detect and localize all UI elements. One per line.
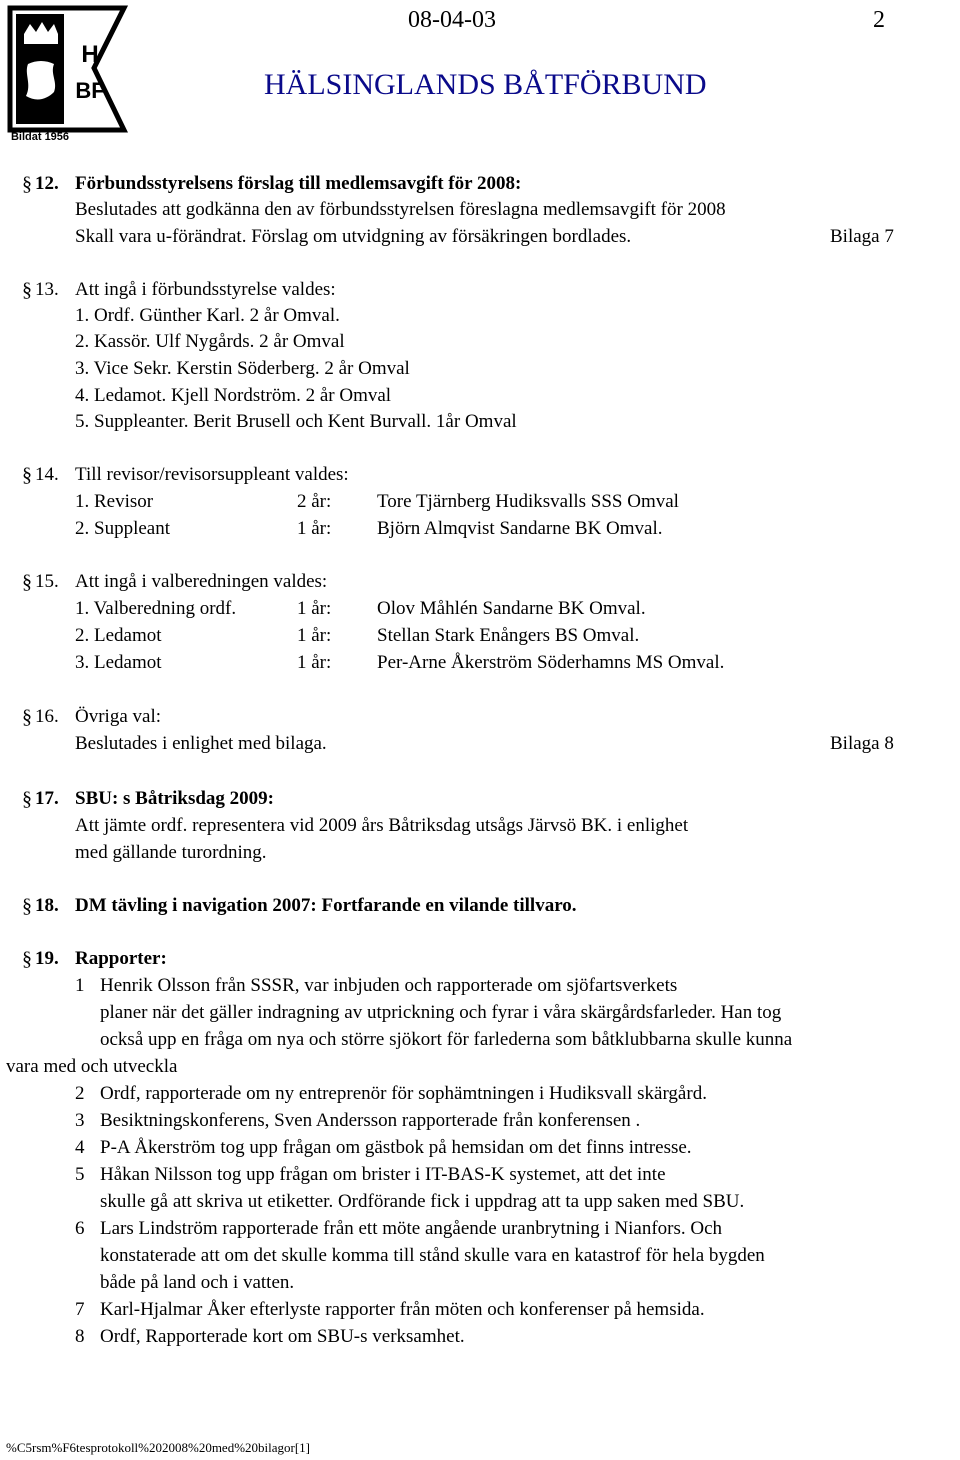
role: 1. Revisor [75, 491, 154, 512]
report-number: 5 [75, 1164, 85, 1185]
section-number: 14. [35, 464, 59, 485]
section-symbol: § [22, 895, 32, 917]
body-line: Beslutades i enlighet med bilaga. [75, 733, 327, 754]
report-line: Ordf, rapporterade om ny entreprenör för sophämtningen i Hudiksvall skärgård. [100, 1083, 707, 1104]
section-heading: SBU: s Båtriksdag 2009: [75, 788, 274, 809]
report-line: planer när det gäller indragning av utprickning och fyrar i våra skärgårdsfarleder. Han tog [100, 1002, 782, 1023]
svg-text:BF: BF [75, 78, 105, 103]
report-number: 1 [75, 975, 85, 996]
section-heading: Övriga val: [75, 706, 162, 727]
club-logo [6, 4, 130, 142]
term: 1 år: [297, 652, 332, 673]
organization-title: HÄLSINGLANDS BÅTFÖRBUND [264, 68, 707, 101]
section-symbol: § [22, 173, 32, 195]
role: 3. Ledamot [75, 652, 162, 673]
section-number: 12. [35, 173, 59, 194]
report-number: 4 [75, 1137, 85, 1158]
section-symbol: § [22, 279, 32, 301]
section-heading: Till revisor/revisorsuppleant valdes: [75, 464, 349, 485]
list-item: 2. Kassör. Ulf Nygårds. 2 år Omval [75, 331, 345, 352]
role: 2. Ledamot [75, 625, 162, 646]
report-line: konstaterade att om det skulle komma till stånd skulle vara en katastrof för hela bygden [100, 1245, 765, 1266]
section-number: 19. [35, 948, 59, 969]
person: Tore Tjärnberg Hudiksvalls SSS Omval [377, 491, 679, 512]
section-heading: Att ingå i valberedningen valdes: [75, 571, 328, 592]
body-line: Beslutades att godkänna den av förbundsstyrelsen föreslagna medlemsavgift för 2008 [75, 199, 726, 220]
report-number: 2 [75, 1083, 85, 1104]
document-date: 08-04-03 [408, 7, 496, 33]
list-item: 1. Ordf. Günther Karl. 2 år Omval. [75, 305, 340, 326]
section-symbol: § [22, 706, 32, 728]
section-heading: Att ingå i förbundsstyrelse valdes: [75, 279, 336, 300]
section-number: 18. [35, 895, 59, 916]
section-symbol: § [22, 464, 32, 486]
section-symbol: § [22, 571, 32, 593]
report-number: 7 [75, 1299, 85, 1320]
attachment-ref: Bilaga 8 [830, 733, 894, 754]
section-symbol: § [22, 948, 32, 970]
term: 1 år: [297, 518, 332, 539]
role: 1. Valberedning ordf. [75, 598, 237, 619]
attachment-ref: Bilaga 7 [830, 226, 894, 247]
role: 2. Suppleant [75, 518, 170, 539]
section-number: 17. [35, 788, 59, 809]
svg-text:H: H [81, 41, 99, 68]
person: Björn Almqvist Sandarne BK Omval. [377, 518, 663, 539]
report-number: 3 [75, 1110, 85, 1131]
report-line: Ordf, Rapporterade kort om SBU-s verksamhet. [100, 1326, 465, 1347]
section-number: 13. [35, 279, 59, 300]
section-symbol: § [22, 788, 32, 810]
report-line: både på land och i vatten. [100, 1272, 295, 1293]
report-line: Karl-Hjalmar Åker efterlyste rapporter från möten och konferenser på hemsida. [100, 1299, 705, 1320]
body-line: Skall vara u-förändrat. Förslag om utvidgning av försäkringen bordlades. [75, 226, 632, 247]
report-number: 8 [75, 1326, 85, 1347]
person: Stellan Stark Enångers BS Omval. [377, 625, 640, 646]
person: Olov Måhlén Sandarne BK Omval. [377, 598, 646, 619]
page-number: 2 [873, 7, 885, 33]
body-line: Att jämte ordf. representera vid 2009 års Båtriksdag utsågs Järvsö BK. i enlighet [75, 815, 689, 836]
list-item: 3. Vice Sekr. Kerstin Söderberg. 2 år Omval [75, 358, 410, 379]
section-number: 16. [35, 706, 59, 727]
report-line: Håkan Nilsson tog upp frågan om brister i IT-BAS-K systemet, att det inte [100, 1164, 666, 1185]
section-heading: Rapporter: [75, 948, 167, 969]
report-line: Henrik Olsson från SSSR, var inbjuden och rapporterade om sjöfartsverkets [100, 975, 678, 996]
report-line: Besiktningskonferens, Sven Andersson rapporterade från konferensen . [100, 1110, 641, 1131]
section-number: 15. [35, 571, 59, 592]
report-line: skulle gå att skriva ut etiketter. Ordförande fick i uppdrag att ta upp saken med SBU. [100, 1191, 745, 1212]
body-line: med gällande turordning. [75, 842, 267, 863]
term: 2 år: [297, 491, 332, 512]
report-line: också upp en fråga om nya och större sjökort för farlederna som båtklubbarna skulle kunna [100, 1029, 793, 1050]
section-heading: Förbundsstyrelsens förslag till medlemsavgift för 2008: [75, 173, 522, 194]
term: 1 år: [297, 625, 332, 646]
list-item: 5. Suppleanter. Berit Brusell och Kent Burvall. 1år Omval [75, 411, 517, 432]
report-number: 6 [75, 1218, 85, 1239]
report-line: Lars Lindström rapporterade från ett möte angående uranbrytning i Nianfors. Och [100, 1218, 723, 1239]
list-item: 4. Ledamot. Kjell Nordström. 2 år Omval [75, 385, 392, 406]
person: Per-Arne Åkerström Söderhamns MS Omval. [377, 652, 725, 673]
report-line: vara med och utveckla [6, 1056, 178, 1077]
section-heading: DM tävling i navigation 2007: Fortfarande en vilande tillvaro. [75, 895, 577, 916]
report-line: P-A Åkerström tog upp frågan om gästbok på hemsidan om det finns intresse. [100, 1137, 692, 1158]
term: 1 år: [297, 598, 332, 619]
footer-filename: %C5rsm%F6tesprotokoll%202008%20med%20bilagor[1] [6, 1440, 311, 1455]
svg-text:Bildat 1956: Bildat 1956 [10, 131, 70, 142]
